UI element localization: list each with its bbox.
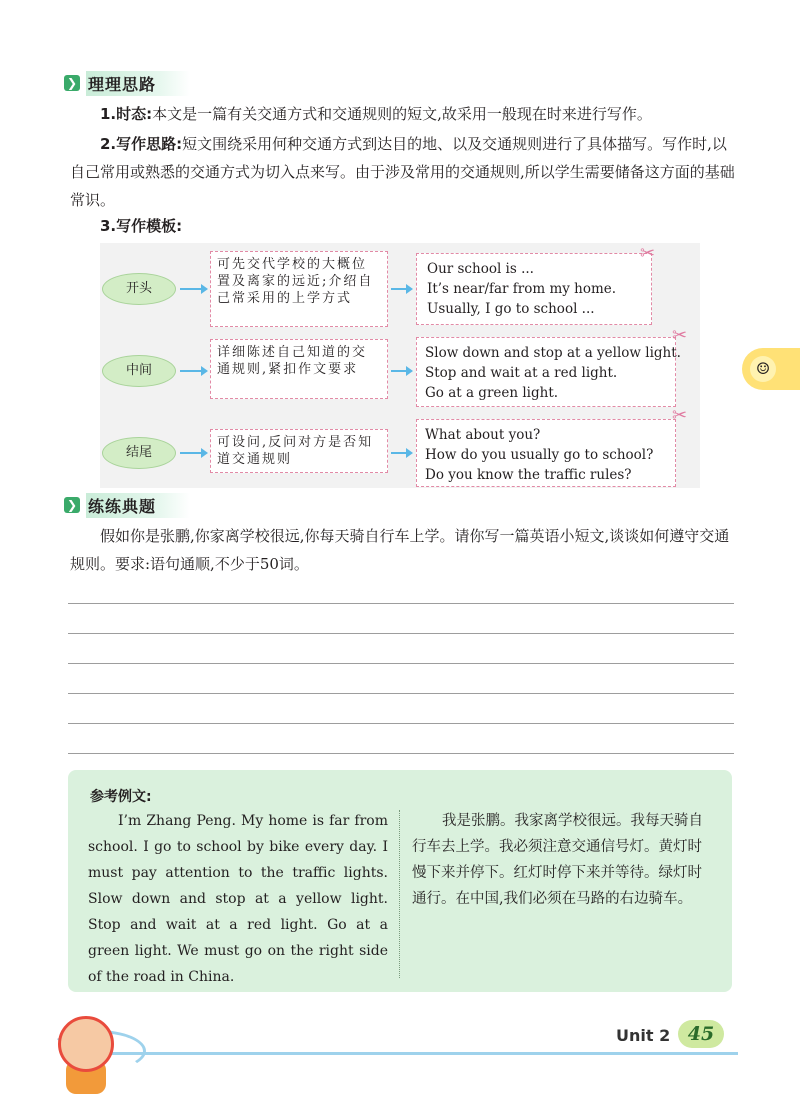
tense-label: 1.时态:: [100, 105, 153, 123]
approach-text: 短文围绕采用何种交通方式到达目的地、以及交通规则进行了具体描写。写作时,以自己常用或熟悉的交通方式为切入点来写。由于涉及常用的交通规则,所以学生需要储备这方面的基础常识。: [70, 135, 735, 209]
template-example-line: How do you usually go to school?: [425, 447, 654, 463]
chevron-right-icon: ❯: [64, 75, 80, 91]
paragraph-approach: [70, 130, 740, 214]
arrow-icon: [391, 288, 407, 290]
template-label: 3.写作模板:: [100, 217, 183, 235]
template-example-box: [416, 337, 681, 407]
unit-label: Unit 2: [616, 1026, 671, 1045]
template-row-label: 结尾: [102, 437, 176, 469]
scissors-icon: ✂: [672, 405, 688, 426]
arrow-icon: [391, 452, 407, 454]
template-example-line: Stop and wait at a red light.: [425, 365, 618, 381]
template-example-line: What about you?: [425, 427, 541, 443]
template-row-label: 中间: [102, 355, 176, 387]
footer-line: [110, 1052, 738, 1055]
arrow-icon: [180, 452, 202, 454]
tense-text: 本文是一篇有关交通方式和交通规则的短文,故采用一般现在时来进行写作。: [152, 105, 652, 123]
arrow-icon: [180, 288, 202, 290]
template-example-line: Slow down and stop at a yellow light.: [425, 345, 681, 361]
section-title: 理理思路: [86, 71, 190, 96]
template-example-line: It’s near/far from my home.: [427, 281, 617, 297]
arrow-icon: [180, 370, 202, 372]
sample-essay-box: [68, 770, 732, 992]
scissors-icon: ✂: [640, 243, 656, 264]
sample-chinese-text: 我是张鹏。我家离学校很远。我每天骑自行车去上学。我必须注意交通信号灯。黄灯时慢下来并停下。红灯时停下来并等待。绿灯时通行。在中国,我们必须在马路的右边骑车。: [412, 813, 703, 907]
chevron-right-icon: ❯: [64, 497, 80, 513]
paragraph-template-label: [70, 212, 740, 240]
template-example-line: Do you know the traffic rules?: [425, 467, 632, 483]
practice-prompt: 假如你是张鹏,你家离学校很远,你每天骑自行车上学。请你写一篇英语小短文,谈谈如何遵守交通规则。要求:语句通顺,不少于50词。: [70, 527, 730, 573]
sample-title: 参考例文:: [90, 789, 152, 805]
smiley-icon: ☺: [750, 356, 776, 382]
writing-line[interactable]: [68, 693, 734, 694]
section-heading-review: [64, 72, 190, 94]
approach-label: 2.写作思路:: [100, 135, 183, 153]
sample-english-text: I’m Zhang Peng. My home is far from school. I go to school by bike every day. I must pay attention to the traffic lights. Slow down and stop at a yellow light. Stop and wait at a red light. Go at a green light. We must go on the right side of the road in China.: [88, 813, 388, 985]
template-example-line: Go at a green light.: [425, 385, 559, 401]
section-title: 练练典题: [86, 493, 190, 518]
writing-template-diagram: [100, 243, 700, 488]
template-example-line: Usually, I go to school ...: [427, 301, 595, 317]
template-example-box: [416, 419, 676, 487]
template-example-box: [416, 253, 652, 325]
template-tip: 可先交代学校的大概位置及离家的远近;介绍自己常采用的上学方式: [210, 251, 388, 327]
sample-divider: [399, 810, 400, 978]
writing-line[interactable]: [68, 753, 734, 754]
page-number: 45: [678, 1020, 724, 1048]
writing-line[interactable]: [68, 723, 734, 724]
scissors-icon: ✂: [672, 325, 688, 346]
template-example-line: Our school is ...: [427, 261, 534, 277]
template-row-label: 开头: [102, 273, 176, 305]
writing-line[interactable]: [68, 633, 734, 634]
arrow-icon: [391, 370, 407, 372]
side-tab: [742, 348, 800, 390]
writing-line[interactable]: [68, 603, 734, 604]
writing-line[interactable]: [68, 663, 734, 664]
mascot-icon: [58, 1016, 114, 1072]
template-tip: 可设问,反问对方是否知道交通规则: [210, 429, 388, 473]
paragraph-tense: [70, 100, 740, 128]
section-heading-practice: [64, 494, 190, 516]
template-tip: 详细陈述自己知道的交通规则,紧扣作文要求: [210, 339, 388, 399]
